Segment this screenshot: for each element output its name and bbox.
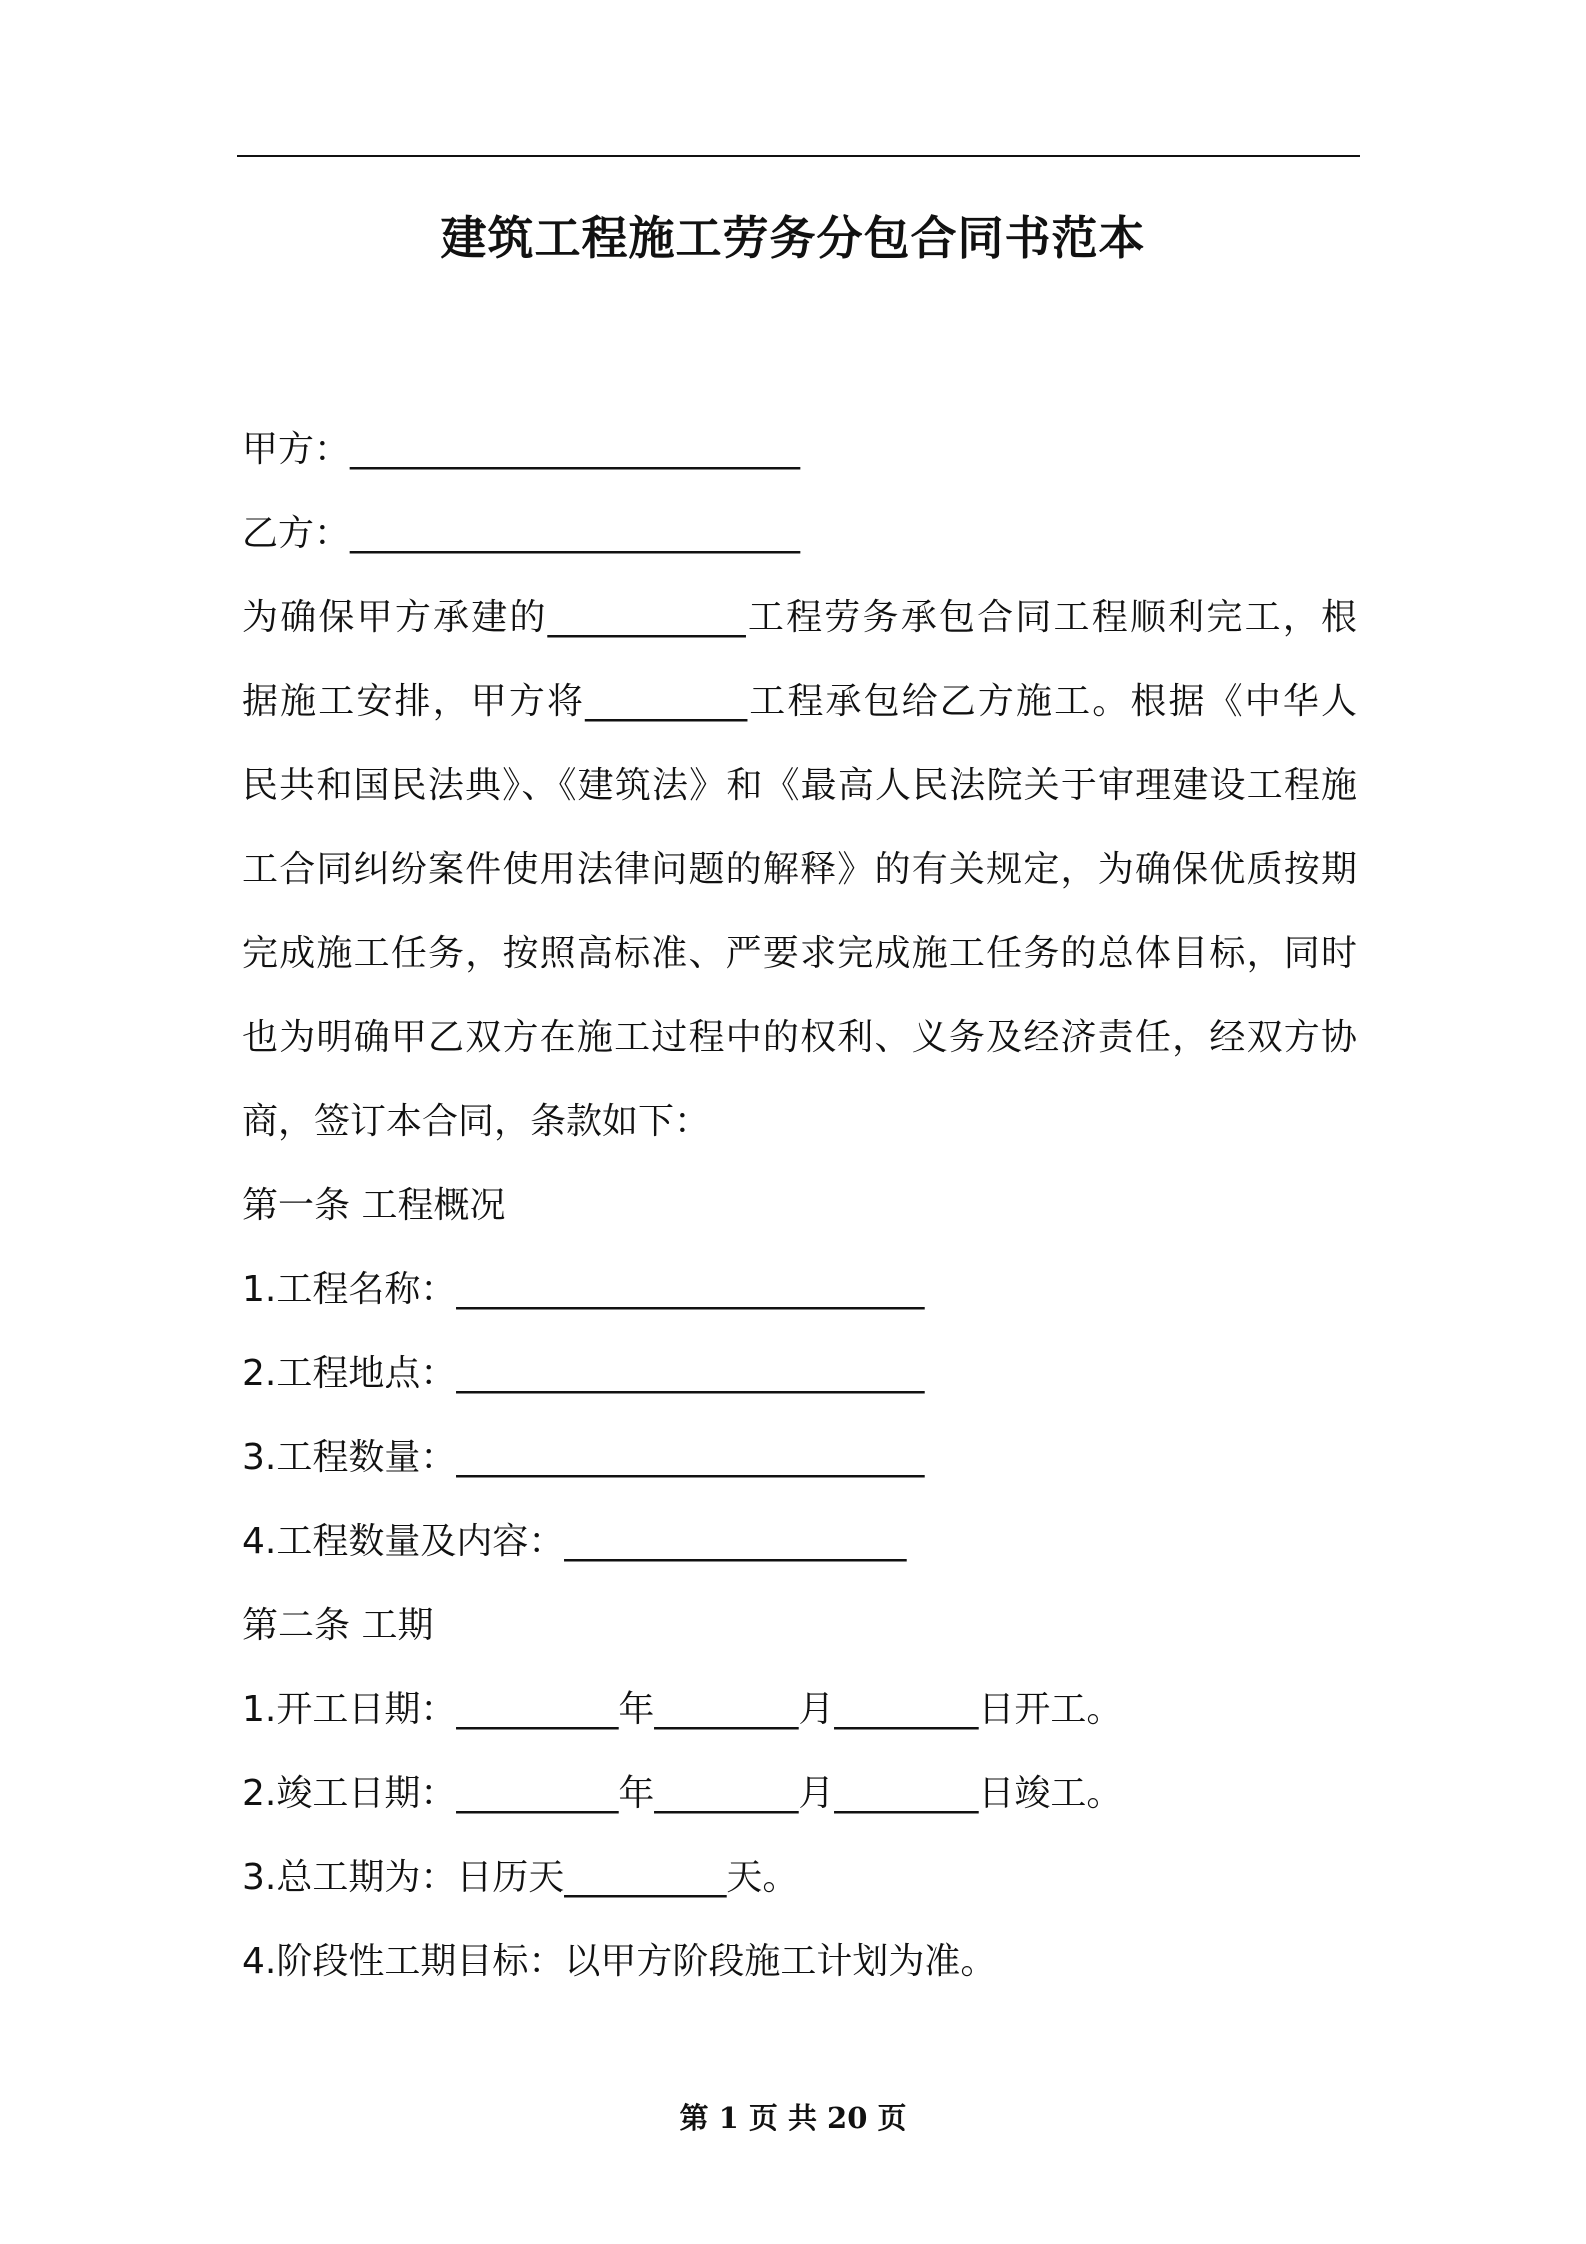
article-1-heading: 第一条 工程概况 [242, 1185, 506, 1226]
document-body [242, 408, 1357, 2004]
intro-line: 据施工安排，甲方将_________工程承包给乙方施工。根据《中华人 [242, 681, 1357, 722]
intro-line: 完成施工任务，按照高标准、严要求完成施工任务的总体目标，同时 [242, 933, 1357, 974]
article-2-item: 3.总工期为：日历天_________天。 [242, 1857, 799, 1898]
article-2-item: 2.竣工日期：_________年________月________日竣工。 [242, 1773, 1123, 1814]
intro-line: 也为明确甲乙双方在施工过程中的权利、义务及经济责任，经双方协 [242, 1017, 1357, 1058]
article-1-item: 4.工程数量及内容：___________________ [242, 1521, 907, 1562]
header-rule [237, 155, 1360, 157]
intro-line: 为确保甲方承建的___________工程劳务承包合同工程顺利完工，根 [242, 597, 1357, 638]
party-a-line: 甲方：_________________________ [242, 429, 801, 470]
intro-line: 商，签订本合同，条款如下： [242, 1101, 711, 1142]
article-1-item: 1.工程名称：__________________________ [242, 1269, 925, 1310]
document-title: 建筑工程施工劳务分包合同书范本 [440, 211, 1146, 265]
article-2-heading: 第二条 工期 [242, 1605, 434, 1646]
page-number-footer: 第 1 页 共 20 页 [679, 2101, 907, 2135]
intro-line: 民共和国民法典》、《建筑法》和《最高人民法院关于审理建设工程施 [242, 765, 1357, 806]
intro-line: 工合同纠纷案件使用法律问题的解释》的有关规定，为确保优质按期 [242, 849, 1357, 890]
article-2-item: 4.阶段性工期目标：以甲方阶段施工计划为准。 [242, 1941, 997, 1982]
article-1-item: 2.工程地点：__________________________ [242, 1353, 925, 1394]
party-b-line: 乙方：_________________________ [242, 513, 801, 554]
article-2-item: 1.开工日期：_________年________月________日开工。 [242, 1689, 1123, 1730]
intro-paragraph [242, 576, 1357, 1164]
article-1-item: 3.工程数量：__________________________ [242, 1437, 925, 1478]
